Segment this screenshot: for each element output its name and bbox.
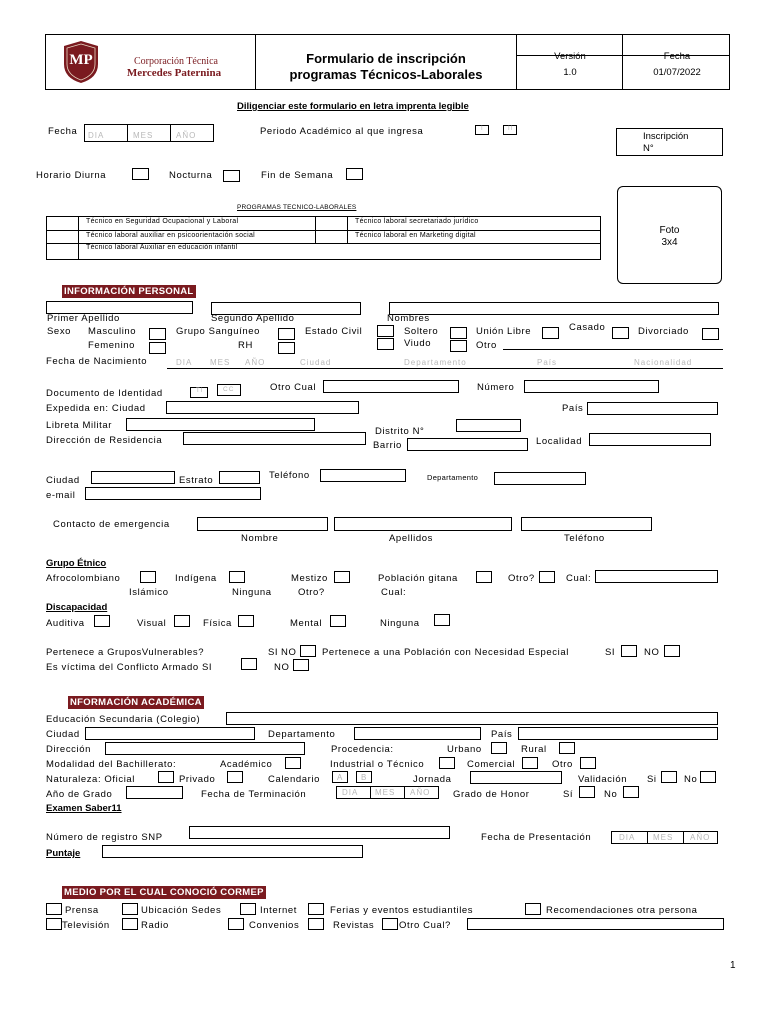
numero-field[interactable] (524, 380, 659, 393)
validacion-si-checkbox[interactable] (661, 771, 677, 783)
pais-label: País (562, 403, 584, 414)
procedencia-label: Procedencia: (331, 744, 394, 755)
nombres-field[interactable] (389, 302, 719, 315)
union-libre-label: Unión Libre (476, 326, 532, 337)
convenios-label: Convenios (249, 920, 300, 931)
modalidad-otro-label: Otro (552, 759, 573, 770)
ciudad-field[interactable] (91, 471, 175, 484)
estado-civil-label: Estado Civil (305, 326, 363, 337)
doc-ti-label: TI (196, 388, 204, 394)
comercial-label: Comercial (467, 759, 516, 770)
org-name-line1: Corporación Técnica (134, 56, 218, 67)
program-option[interactable]: Técnico laboral secretariado jurídico (355, 218, 479, 225)
gitana-label: Población gitana (378, 573, 458, 584)
fecha-label: Fecha (48, 126, 78, 137)
otro-etnia-checkbox[interactable] (539, 571, 555, 583)
photo-size-label: 3x4 (661, 237, 678, 248)
vulnerables-no-label: NO (281, 647, 297, 658)
programs-row-divider (47, 230, 600, 231)
photo-label: Foto (659, 225, 680, 236)
grupo-sanguineo-label: Grupo Sanguíneo (176, 326, 261, 337)
acad-ciudad-field[interactable] (85, 727, 255, 740)
industrial-label: Industrial o Técnico (330, 759, 425, 770)
programs-col-divider-1 (78, 216, 79, 260)
terminacion-month-placeholder: MES (375, 788, 396, 797)
periodo-1-label: I (481, 126, 484, 132)
afro-checkbox[interactable] (140, 571, 156, 583)
naturaleza-label: Naturaleza: Oficial (46, 774, 136, 785)
ferias-label: Ferias y eventos estudiantiles (330, 905, 474, 916)
libreta-field[interactable] (126, 418, 315, 431)
departamento-field[interactable] (494, 472, 586, 485)
casado-label: Casado (569, 322, 606, 333)
estrato-field[interactable] (219, 471, 260, 484)
ferias-checkbox[interactable] (308, 903, 324, 915)
femenino-checkbox[interactable] (149, 342, 166, 354)
ninguna-discapacidad-checkbox[interactable] (434, 614, 450, 626)
inscripcion-number-label: N° (643, 143, 654, 154)
industrial-checkbox[interactable] (439, 757, 455, 769)
television-label: Televisión (62, 920, 110, 931)
org-name-line2: Mercedes Paternina (126, 67, 222, 79)
radio-label: Radio (141, 920, 169, 931)
revistas-checkbox[interactable] (308, 918, 324, 930)
nacimiento-underline[interactable] (167, 368, 723, 369)
conflicto-si-checkbox[interactable] (241, 658, 257, 670)
direccion-field[interactable] (183, 432, 366, 445)
necesidad-no-label: NO (644, 647, 660, 658)
acad-direccion-field[interactable] (105, 742, 305, 755)
conflicto-no-label: NO (274, 662, 290, 673)
contacto-apellidos-label: Apellidos (389, 533, 433, 544)
conflicto-no-checkbox[interactable] (293, 659, 309, 671)
ubicacion-label: Ubicación Sedes (141, 905, 222, 916)
nac-anio-placeholder: AÑO (245, 358, 266, 367)
oficial-checkbox[interactable] (158, 771, 174, 783)
privado-checkbox[interactable] (227, 771, 243, 783)
inscripcion-label: Inscripción (643, 131, 689, 142)
fecha-year-placeholder: AÑO (176, 131, 197, 140)
anio-grado-label: Año de Grado (46, 789, 113, 800)
validacion-label: Validación (578, 774, 628, 785)
ninguna-etnia-label: Ninguna (232, 587, 272, 598)
viudo-checkbox[interactable] (450, 340, 467, 352)
radio-checkbox[interactable] (122, 918, 138, 930)
soltero-checkbox[interactable] (450, 327, 467, 339)
nac-departamento-placeholder: Departamento (404, 358, 467, 367)
distrito-label: Distrito N° (375, 426, 425, 437)
expedida-ciudad-field[interactable] (166, 401, 359, 414)
privado-label: Privado (179, 774, 216, 785)
anio-grado-field[interactable] (126, 786, 183, 799)
doc-cc-label: CC (223, 386, 235, 393)
fecha-month-placeholder: MES (133, 131, 154, 140)
telefono-label: Teléfono (269, 470, 310, 481)
numero-label: Número (477, 382, 515, 393)
sexo-label: Sexo (47, 326, 72, 337)
union-libre-checkbox[interactable] (542, 327, 559, 339)
recomendaciones-label: Recomendaciones otra persona (546, 905, 698, 916)
date-value: 01/07/2022 (653, 67, 701, 78)
primer-apellido-label: Primer Apellido (47, 313, 120, 324)
rural-label: Rural (521, 744, 547, 755)
fisica-label: Física (203, 618, 232, 629)
horario-diurna-label: Horario Diurna (36, 170, 107, 181)
validacion-no-label: No (684, 774, 698, 785)
email-field[interactable] (85, 487, 261, 500)
afro-label: Afrocolombiano (46, 573, 121, 584)
masculino-checkbox[interactable] (149, 328, 166, 340)
otro2-etnia-label: Otro? (298, 587, 325, 598)
modalidad-label: Modalidad del Bachillerato: (46, 759, 177, 770)
date-label: Fecha (663, 51, 691, 62)
acad-departamento-field[interactable] (354, 727, 481, 740)
contacto-telefono-label: Teléfono (564, 533, 605, 544)
femenino-label: Femenino (88, 340, 136, 351)
urbano-label: Urbano (447, 744, 482, 755)
registro-snp-field[interactable] (189, 826, 450, 839)
calendario-label: Calendario (268, 774, 320, 785)
rural-checkbox[interactable] (559, 742, 575, 754)
barrio-field[interactable] (407, 438, 528, 451)
registro-snp-label: Número de registro SNP (46, 832, 163, 843)
cual2-etnia-label: Cual: (381, 587, 407, 598)
programs-col-divider-3 (347, 216, 348, 243)
mestizo-label: Mestizo (291, 573, 328, 584)
localidad-field[interactable] (589, 433, 711, 446)
necesidad-especial-label: Pertenece a una Población con Necesidad Especial (322, 647, 569, 658)
grado-honor-label: Grado de Honor (453, 789, 530, 800)
otro-etnia-label: Otro? (508, 573, 535, 584)
section-medio-title: MEDIO POR EL CUAL CONOCIÓ CORMEP (64, 887, 264, 898)
masculino-label: Masculino (88, 326, 137, 337)
otro-label: Otro (476, 340, 497, 351)
rh-label: RH (238, 340, 253, 351)
nombres-label: Nombres (387, 313, 430, 324)
otro-medio-field[interactable] (467, 918, 724, 930)
periodo-2-label: II (508, 126, 514, 132)
barrio-label: Barrio (373, 440, 402, 451)
rh-field[interactable] (278, 342, 295, 354)
contacto-nombre-label: Nombre (241, 533, 279, 544)
discapacidad-title: Discapacidad (46, 602, 108, 613)
terminacion-day-placeholder: DIA (342, 788, 359, 797)
internet-checkbox[interactable] (240, 903, 256, 915)
acad-ciudad-label: Ciudad (46, 729, 80, 740)
departamento-label: Departamento (427, 473, 479, 482)
fecha-day-placeholder: DIA (88, 131, 105, 140)
distrito-field[interactable] (456, 419, 521, 432)
prensa-checkbox[interactable] (46, 903, 62, 915)
section-academica-title: NFORMACIÓN ACADÉMICA (70, 697, 202, 708)
puntaje-field[interactable] (102, 845, 363, 858)
fecha-terminacion-label: Fecha de Terminación (201, 789, 307, 800)
version-value: 1.0 (563, 67, 577, 78)
nac-mes-placeholder: MES (210, 358, 231, 367)
grado-honor-si-checkbox[interactable] (579, 786, 595, 798)
mental-checkbox[interactable] (330, 615, 346, 627)
form-title-line2: programas Técnicos-Laborales (289, 67, 483, 82)
internet-label: Internet (260, 905, 298, 916)
terminacion-year-placeholder: AÑO (410, 788, 431, 797)
otro-cual-label: Otro Cual (270, 382, 317, 393)
indigena-checkbox[interactable] (229, 571, 245, 583)
estado-civil-box-1[interactable] (377, 325, 394, 337)
islamico-label: Islámico (129, 587, 169, 598)
segundo-apellido-label: Segundo Apellido (211, 313, 295, 324)
ubicacion-checkbox[interactable] (122, 903, 138, 915)
contacto-apellidos-field[interactable] (334, 517, 512, 531)
conflicto-armado-label: Es víctima del Conflicto Armado SI (46, 662, 213, 673)
ciudad-label: Ciudad (46, 475, 80, 486)
acad-direccion-label: Dirección (46, 744, 91, 755)
examen-saber-title: Examen Saber11 (46, 803, 122, 814)
convenios-checkbox[interactable] (228, 918, 244, 930)
grado-honor-no-checkbox[interactable] (623, 786, 639, 798)
grupos-vulnerables-label: Pertenece a GruposVulnerables? (46, 647, 205, 658)
horario-nocturna-label: Nocturna (169, 170, 213, 181)
colegio-field[interactable] (226, 712, 718, 725)
horario-nocturna-checkbox[interactable] (223, 170, 240, 182)
expedida-label: Expedida en: Ciudad (46, 403, 146, 414)
contacto-emergencia-label: Contacto de emergencia (53, 519, 170, 530)
cual-etnia-label: Cual: (566, 573, 592, 584)
modalidad-otro-checkbox[interactable] (580, 757, 596, 769)
acad-departamento-label: Departamento (268, 729, 336, 740)
grupo-sanguineo-field[interactable] (278, 328, 295, 340)
educacion-label: Educación Secundaria (Colegio) (46, 714, 201, 725)
mental-label: Mental (290, 618, 323, 629)
jornada-field[interactable] (470, 771, 562, 784)
jornada-label: Jornada (413, 774, 452, 785)
viudo-label: Viudo (404, 338, 432, 349)
email-label: e-mail (46, 490, 76, 501)
documento-label: Documento de Identidad (46, 388, 163, 399)
auditiva-label: Auditiva (46, 618, 85, 629)
direccion-label: Dirección de Residencia (46, 435, 163, 446)
estado-civil-box-2[interactable] (377, 338, 394, 350)
necesidad-si-checkbox[interactable] (621, 645, 637, 657)
estrato-label: Estrato (179, 475, 214, 486)
divorciado-checkbox[interactable] (702, 328, 719, 340)
urbano-checkbox[interactable] (491, 742, 507, 754)
logo-letters: MP (69, 52, 93, 68)
academico-label: Académico (220, 759, 273, 770)
acad-pais-field[interactable] (518, 727, 718, 740)
nac-nacionalidad-placeholder: Nacionalidad (634, 358, 693, 367)
presentacion-day-placeholder: DIA (619, 833, 636, 842)
otro-cual-field[interactable] (323, 380, 459, 393)
libreta-label: Libreta Militar (46, 420, 113, 431)
periodo-label: Periodo Académico al que ingresa (260, 126, 424, 137)
cual-etnia-field[interactable] (595, 570, 718, 583)
visual-checkbox[interactable] (174, 615, 190, 627)
gitana-checkbox[interactable] (476, 571, 492, 583)
necesidad-si-label: SI (605, 647, 616, 658)
vulnerables-no-checkbox[interactable] (300, 645, 316, 657)
prensa-label: Prensa (65, 905, 99, 916)
validacion-si-label: Si (647, 774, 657, 785)
calendario-b-label: B (361, 773, 368, 782)
horario-diurna-checkbox[interactable] (132, 168, 149, 180)
localidad-label: Localidad (536, 436, 583, 447)
presentacion-year-placeholder: AÑO (690, 833, 711, 842)
ninguna-discapacidad-label: Ninguna (380, 618, 420, 629)
grado-honor-no-label: No (604, 789, 618, 800)
nac-pais-placeholder: País (537, 358, 558, 367)
calendario-a-label: A (337, 773, 344, 782)
programs-col-divider-2 (315, 216, 316, 243)
nac-ciudad-placeholder: Ciudad (300, 358, 332, 367)
program-option[interactable]: Técnico en Seguridad Ocupacional y Laboral (86, 218, 239, 225)
page-number: 1 (730, 960, 736, 971)
visual-label: Visual (137, 618, 167, 629)
television-checkbox[interactable] (46, 918, 62, 930)
contacto-nombre-field[interactable] (197, 517, 328, 531)
version-label: Versión (554, 51, 586, 62)
academico-checkbox[interactable] (285, 757, 301, 769)
recomendaciones-checkbox[interactable] (525, 903, 541, 915)
fisica-checkbox[interactable] (238, 615, 254, 627)
program-option[interactable]: Técnico laboral Auxiliar en educación infantil (86, 244, 238, 251)
mestizo-checkbox[interactable] (334, 571, 350, 583)
otro-medio-checkbox[interactable] (382, 918, 398, 930)
grado-honor-si-label: Sí (563, 789, 574, 800)
fecha-presentacion-label: Fecha de Presentación (481, 832, 592, 843)
divorciado-label: Divorciado (638, 326, 689, 337)
telefono-field[interactable] (320, 469, 406, 482)
otro-medio-label: Otro Cual? (399, 920, 451, 931)
fecha-nacimiento-label: Fecha de Nacimiento (46, 356, 148, 367)
pais-field[interactable] (587, 402, 718, 415)
contacto-telefono-field[interactable] (521, 517, 652, 531)
soltero-label: Soltero (404, 326, 439, 337)
casado-checkbox[interactable] (612, 327, 629, 339)
vulnerables-si-label: SI (268, 647, 279, 658)
indigena-label: Indígena (175, 573, 217, 584)
auditiva-checkbox[interactable] (94, 615, 110, 627)
acad-pais-label: País (491, 729, 513, 740)
instruction-text: Diligenciar este formulario en letra imprenta legible (237, 101, 469, 112)
puntaje-label: Puntaje (46, 848, 81, 859)
validacion-no-checkbox[interactable] (700, 771, 716, 783)
program-option[interactable]: Técnico laboral en Marketing digital (355, 232, 476, 239)
program-option[interactable]: Técnico laboral auxiliar en psicoorientación social (86, 232, 255, 239)
nac-dia-placeholder: DIA (176, 358, 193, 367)
programs-title: PROGRAMAS TECNICO-LABORALES (237, 204, 357, 211)
presentacion-month-placeholder: MES (653, 833, 674, 842)
horario-finde-label: Fin de Semana (261, 170, 334, 181)
horario-finde-checkbox[interactable] (346, 168, 363, 180)
revistas-label: Revistas (333, 920, 375, 931)
form-title-line1: Formulario de inscripción (306, 51, 466, 66)
section-personal-title: INFORMACIÓN PERSONAL (64, 286, 194, 297)
otro-line[interactable] (503, 349, 723, 350)
grupo-etnico-title: Grupo Étnico (46, 558, 107, 569)
necesidad-no-checkbox[interactable] (664, 645, 680, 657)
comercial-checkbox[interactable] (522, 757, 538, 769)
